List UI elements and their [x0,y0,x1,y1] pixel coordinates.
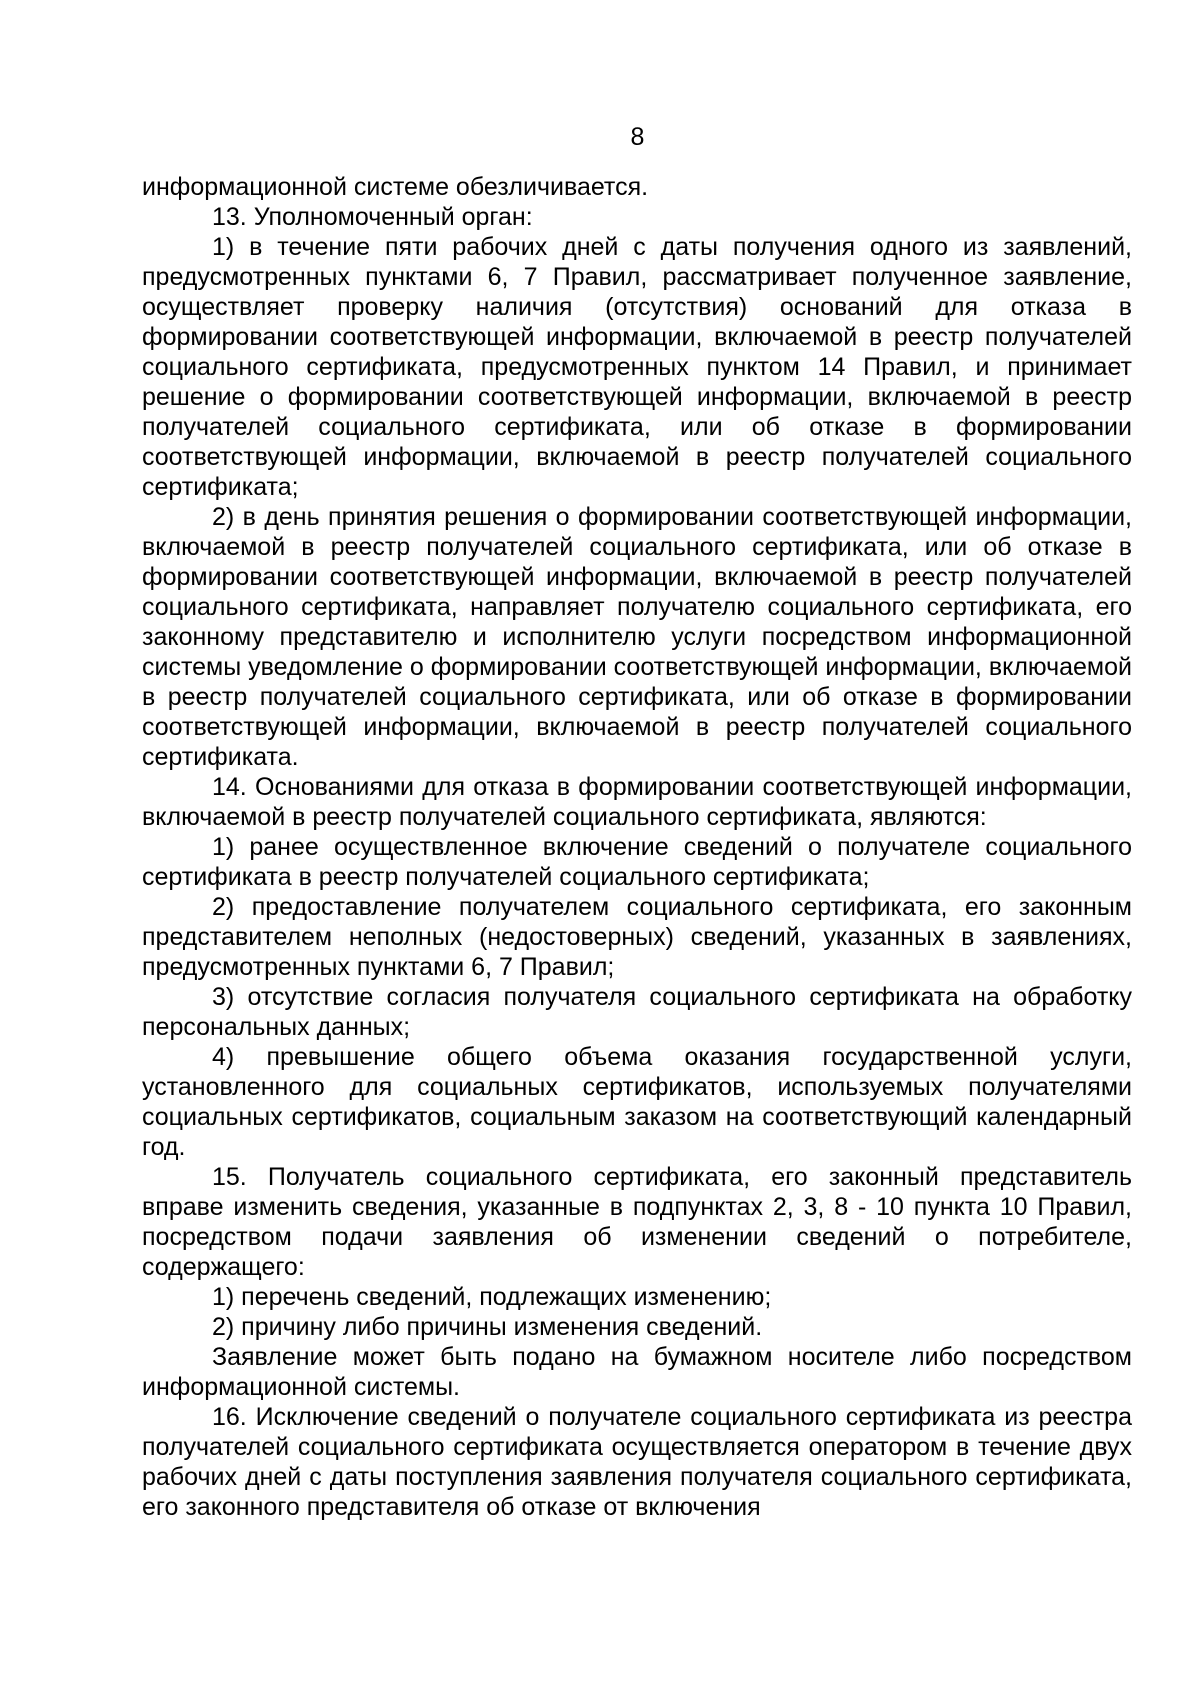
paragraph-15-note: Заявление может быть подано на бумажном носителе либо посредством информационной системы. [142,1343,1132,1401]
paragraph-15-item-1: 1) перечень сведений, подлежащих изменению; [212,1283,772,1311]
paragraph-14-item-1: 1) ранее осуществленное включение сведений о получателе социального сертификата в реестр получателей социального сертификата; [142,833,1132,891]
document-body [142,172,1132,1522]
paragraph-14-item-4: 4) превышение общего объема оказания государственной услуги, установленного для социальных сертификатов, используемых получателями социальных сертификатов, социальным заказом на соответствующий календарный год. [142,1043,1132,1161]
paragraph-13-heading: 13. Уполномоченный орган: [212,203,533,231]
paragraph-14-item-3: 3) отсутствие согласия получателя социального сертификата на обработку персональных данных; [142,983,1132,1041]
paragraph-14-item-2: 2) предоставление получателем социального сертификата, его законным представителем неполных (недостоверных) сведений, указанных в заявлениях, предусмотренных пунктами 6, 7 Правил; [142,893,1132,981]
paragraph-15-heading: 15. Получатель социального сертификата, его законный представитель вправе изменить сведения, указанные в подпунктах 2, 3, 8 - 10 пункта 10 Правил, посредством подачи заявления об изменении сведений о потребителе, содержащего: [142,1163,1132,1281]
paragraph-13-item-2: 2) в день принятия решения о формировании соответствующей информации, включаемой в реестр получателей социального сертификата, или об отказе в формировании соответствующей информации, включаемой в реестр получателей социального сертификата, направляет получателю социального сертификата, его законному представителю и исполнителю услуги посредством информационной системы уведомление о формировании соответствующей информации, включаемой в реестр получателей социального сертификата, или об отказе в формировании соответствующей информации, включаемой в реестр получателей социального сертификата. [142,503,1132,771]
paragraph-15-item-2: 2) причину либо причины изменения сведений. [212,1313,763,1341]
paragraph-continuation: информационной системе обезличивается. [142,173,649,201]
page-number: 8 [630,123,645,151]
paragraph-13-item-1: 1) в течение пяти рабочих дней с даты получения одного из заявлений, предусмотренных пунктами 6, 7 Правил, рассматривает полученное заявление, осуществляет проверку наличия (отсутствия) оснований для отказа в формировании соответствующей информации, включаемой в реестр получателей социального сертификата, предусмотренных пунктом 14 Правил, и принимает решение о формировании соответствующей информации, включаемой в реестр получателей социального сертификата, или об отказе в формировании соответствующей информации, включаемой в реестр получателей социального сертификата; [142,233,1132,501]
paragraph-16: 16. Исключение сведений о получателе социального сертификата из реестра получателей социального сертификата осуществляется оператором в течение двух рабочих дней с даты поступления заявления получателя социального сертификата, его законного представителя об отказе от включения [142,1403,1132,1521]
paragraph-14-heading: 14. Основаниями для отказа в формировании соответствующей информации, включаемой в реестр получателей социального сертификата, являются: [142,773,1132,831]
